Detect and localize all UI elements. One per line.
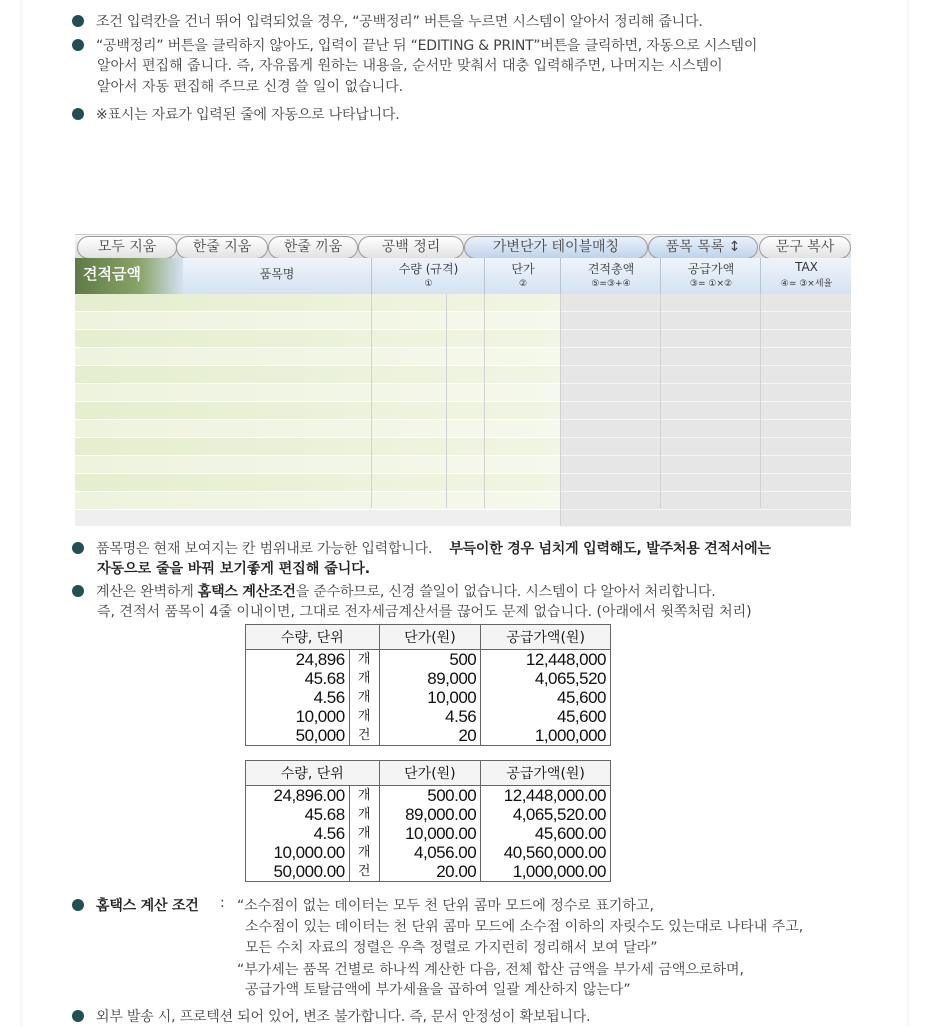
grid-total-cell: [561, 510, 851, 527]
grid-row[interactable]: [75, 420, 561, 438]
col-unit-price: 단가 ②: [484, 258, 561, 294]
grid-divider: [484, 294, 485, 508]
col-item-name: 품목명: [259, 267, 295, 281]
header-quantity-unit: 수량, 단위: [246, 625, 380, 650]
grid-calc-cell: [561, 348, 851, 366]
bullet-dot-icon: [72, 15, 84, 27]
copy-phrase-button[interactable]: 문구 복사: [759, 236, 851, 259]
clear-row-button[interactable]: 한줄 지움: [176, 236, 268, 259]
hometax-line-3: 모든 수치 자료의 정렬은 우측 정렬로 가지런히 정리해서 보여 달라”: [245, 940, 658, 956]
header-supply-amount: 공급가액(원): [481, 625, 611, 650]
bullet-dot-icon: [72, 585, 84, 597]
hometax-line-4: “부가세는 품목 건별로 하나씩 계산한 다음, 전체 합산 금액을 부가세 금액으로하며,: [237, 962, 744, 978]
estimate-grid-header: [75, 258, 851, 295]
grid-divider: [371, 294, 372, 508]
grid-row[interactable]: [75, 402, 561, 420]
hometax-line-1: “소수점이 없는 데이터는 모두 천 단위 콤마 모드에 정수로 표기하고,: [237, 898, 654, 914]
grid-calc-cell: [561, 366, 851, 384]
calc-table-integer: [245, 624, 611, 746]
calc-bullet-cont: 즉, 견적서 품목이 4줄 이내이면, 그대로 전자세금계산서를 끊어도 문제 없습니다. (아래에서 윗쪽처럼 처리): [97, 604, 752, 620]
grid-calc-cell: [561, 456, 851, 474]
bullet-dot-icon: [72, 542, 84, 554]
grid-divider: [560, 294, 561, 526]
intro-bullet-2-cont-1: 알아서 편집해 줍니다. 즉, 자유롭게 원하는 내용을, 순서만 맞춰서 대충 입력해주면, 나머지는 시스템이: [97, 58, 723, 74]
grid-divider: [760, 294, 761, 508]
table-row: 50,000.00 건 20.00 1,000,000.00: [246, 862, 611, 882]
col-quantity: 수량 (규격) ①: [371, 258, 485, 294]
grid-row[interactable]: [75, 294, 561, 312]
table-row: 4.56 개 10,000 45,600: [246, 688, 611, 707]
col-tax: TAX ④= ③×세율: [760, 258, 852, 294]
grid-calc-cell: [561, 492, 851, 510]
grid-row[interactable]: [75, 492, 561, 510]
grid-calc-cell: [561, 312, 851, 330]
item-name-bullet-cont: 자동으로 줄을 바꿔 보기좋게 편집해 줍니다.: [97, 561, 371, 577]
estimate-amount-label: 견적금액: [75, 258, 183, 294]
grid-calc-cell: [561, 438, 851, 456]
grid-calc-cell: [561, 420, 851, 438]
calc-table-decimal: [245, 760, 611, 882]
bullet-dot-icon: [72, 39, 84, 51]
hometax-line-2: 소수점이 있는 데이터는 천 단위 콤마 모드에 소수점 이하의 자릿수도 있는대로 나타내 주고,: [245, 919, 804, 935]
col-estimate-total: 견적총액 ⑤=③+④: [560, 258, 661, 294]
estimate-grid-body: [75, 294, 851, 526]
grid-calc-cell: [561, 474, 851, 492]
cleanup-blanks-button[interactable]: 공백 정리: [358, 236, 464, 259]
grid-toolbar: [75, 234, 851, 259]
header-quantity-unit: 수량, 단위: [246, 761, 380, 786]
table-row: 45.68 개 89,000 4,065,520: [246, 669, 611, 688]
table-row: 24,896.00 개 500.00 12,448,000.00: [246, 786, 611, 806]
grid-row[interactable]: [75, 474, 561, 492]
table-row: 45.68 개 89,000.00 4,065,520.00: [246, 805, 611, 824]
grid-row[interactable]: [75, 384, 561, 402]
grid-calc-cell: [561, 294, 851, 312]
grid-row[interactable]: [75, 348, 561, 366]
grid-calc-cell: [561, 402, 851, 420]
table-row: 10,000.00 개 4,056.00 40,560,000.00: [246, 843, 611, 862]
table-row: 50,000 건 20 1,000,000: [246, 726, 611, 746]
intro-bullet-2-cont-2: 알아서 자동 편집해 주므로 신경 쓸 일이 없습니다.: [97, 79, 404, 95]
grid-divider: [660, 294, 661, 508]
bullet-dot-icon: [72, 899, 84, 911]
grid-calc-cell: [561, 330, 851, 348]
grid-row[interactable]: [75, 456, 561, 474]
clear-all-button[interactable]: 모두 지움: [77, 236, 177, 259]
grid-row[interactable]: [75, 438, 561, 456]
table-row: 4.56 개 10,000.00 45,600.00: [246, 824, 611, 843]
header-unit-price: 단가(원): [379, 625, 481, 650]
table-row: 24,896 개 500 12,448,000: [246, 650, 611, 670]
grid-calc-cell: [561, 384, 851, 402]
grid-row[interactable]: [75, 312, 561, 330]
insert-row-button[interactable]: 한줄 끼움: [268, 236, 358, 259]
table-row: 10,000 개 4.56 45,600: [246, 707, 611, 726]
grid-row[interactable]: [75, 366, 561, 384]
bullet-dot-icon: [72, 1010, 84, 1022]
col-supply-amount: 공급가액 ③= ①×②: [660, 258, 761, 294]
grid-divider: [446, 294, 447, 508]
header-supply-amount: 공급가액(원): [481, 761, 611, 786]
grid-row[interactable]: [75, 330, 561, 348]
variable-price-match-button[interactable]: 가변단가 테이블매칭: [464, 236, 648, 259]
hometax-line-5: 공급가액 토탈금액에 부가세율을 곱하여 일괄 계산하지 않는다”: [245, 982, 631, 998]
item-list-button[interactable]: 품목 목록 ↕: [648, 236, 758, 259]
header-unit-price: 단가(원): [379, 761, 481, 786]
bullet-dot-icon: [72, 108, 84, 120]
